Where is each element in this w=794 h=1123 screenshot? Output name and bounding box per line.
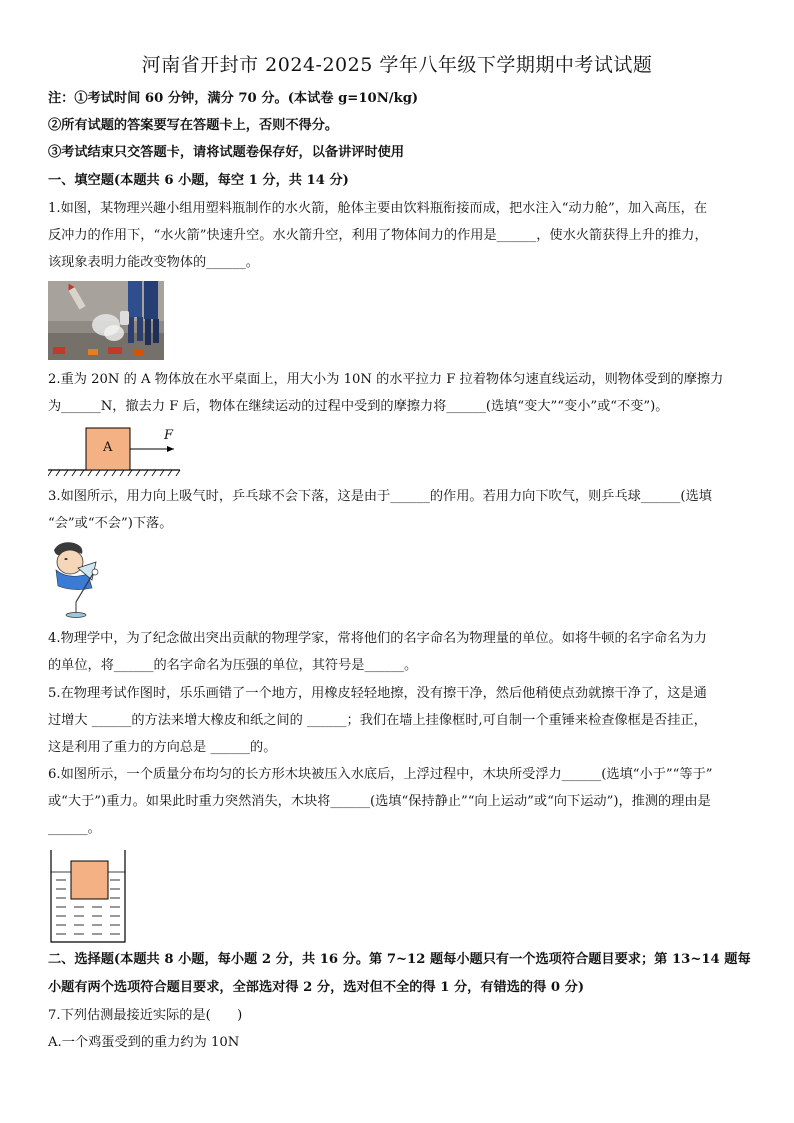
question-6 <box>48 761 760 842</box>
exam-note-1: 注：①考试时间 60 分钟，满分 70 分。(本试卷 g=10N/kg) <box>48 91 419 106</box>
question-2 <box>48 366 760 420</box>
funnel-pingpong-illustration <box>48 540 112 620</box>
question-5-line-1: 5.在物理考试作图时，乐乐画错了一个地方，用橡皮轻轻地擦，没有擦干净，然后他稍使点劲就擦干净了，这是通 <box>48 686 707 701</box>
page-title: 河南省开封市 2024-2025 学年八年级下学期期中考试试题 <box>141 54 653 76</box>
question-3 <box>48 483 760 537</box>
question-4 <box>48 625 760 679</box>
question-4-line-2: 的单位，将______的名字命名为压强的单位，其符号是______。 <box>48 658 418 673</box>
question-3-line-1: 3.如图所示，用力向上吸气时，乒乓球不会下落，这是由于______的作用。若用力向下吹气，则乒乓球______(选填 <box>48 489 712 504</box>
exam-note-3: ③考试结束只交答题卡，请将试题卷保存好，以备讲评时使用 <box>48 145 405 160</box>
question-5 <box>48 680 760 761</box>
question-1 <box>48 195 760 276</box>
question-7-stem: 7.下列估测最接近实际的是( ) <box>48 1008 243 1023</box>
question-4-line-1: 4.物理学中，为了纪念做出突出贡献的物理学家，常将他们的名字命名为物理量的单位。如将牛顿的名字命名为力 <box>48 631 707 646</box>
question-1-line-3: 该现象表明力能改变物体的______。 <box>48 255 259 270</box>
block-label: A <box>103 440 113 455</box>
water-container-block-diagram <box>48 848 128 944</box>
question-6-line-3: ______。 <box>48 821 101 836</box>
force-label: F <box>164 428 174 443</box>
section-2-heading-line-1: 二、选择题(本题共 8 小题，每小题 2 分，共 16 分。第 7~12 题每小题只有一个选项符合题目要求；第 13~14 题每 <box>48 952 751 967</box>
question-7-option-a: A.一个鸡蛋受到的重力约为 10N <box>48 1035 240 1050</box>
question-1-line-2: 反冲力的作用下，“水火箭”快速升空。水火箭升空，利用了物体间力的作用是______，使水火箭获得上升的推力， <box>48 228 708 243</box>
exam-note-2: ②所有试题的答案要写在答题卡上，否则不得分。 <box>48 118 339 133</box>
question-5-line-3: 这是利用了重力的方向总是 ______的。 <box>48 740 277 755</box>
question-2-line-1: 2.重为 20N 的 A 物体放在水平桌面上，用大小为 10N 的水平拉力 F 拉着物体匀速直线运动，则物体受到的摩擦力 <box>48 372 724 387</box>
section-2-heading <box>48 946 760 1002</box>
question-1-line-1: 1.如图，某物理兴趣小组用塑料瓶制作的水火箭，舱体主要由饮料瓶衔接而成，把水注入“动力舱”，加入高压，在 <box>48 201 708 216</box>
water-rocket-photo <box>48 281 164 360</box>
question-5-line-2: 过增大 ______的方法来增大橡皮和纸之间的 ______；我们在墙上挂像框时,可自制一个重锤来检查像框是否挂正， <box>48 713 707 728</box>
question-3-line-2: “会”或“不会”)下落。 <box>48 516 173 531</box>
question-6-line-1: 6.如图所示，一个质量分布均匀的长方形木块被压入水底后，上浮过程中，木块所受浮力______(选填“小于”“等于” <box>48 767 713 782</box>
question-6-line-2: 或“大于”)重力。如果此时重力突然消失，木块将______(选填“保持静止”“向上运动”或“向下运动”)，推测的理由是 <box>48 794 711 809</box>
question-2-line-2: 为______N，撤去力 F 后，物体在继续运动的过程中受到的摩擦力将______(选填“变大”“变小”或“不变”)。 <box>48 399 669 414</box>
section-1-heading: 一、填空题(本题共 6 小题，每空 1 分，共 14 分) <box>48 173 349 188</box>
block-force-diagram <box>48 425 188 480</box>
section-2-heading-line-2: 小题有两个选项符合题目要求，全部选对得 2 分，选对但不全的得 1 分，有错选的得 0 分) <box>48 980 585 995</box>
